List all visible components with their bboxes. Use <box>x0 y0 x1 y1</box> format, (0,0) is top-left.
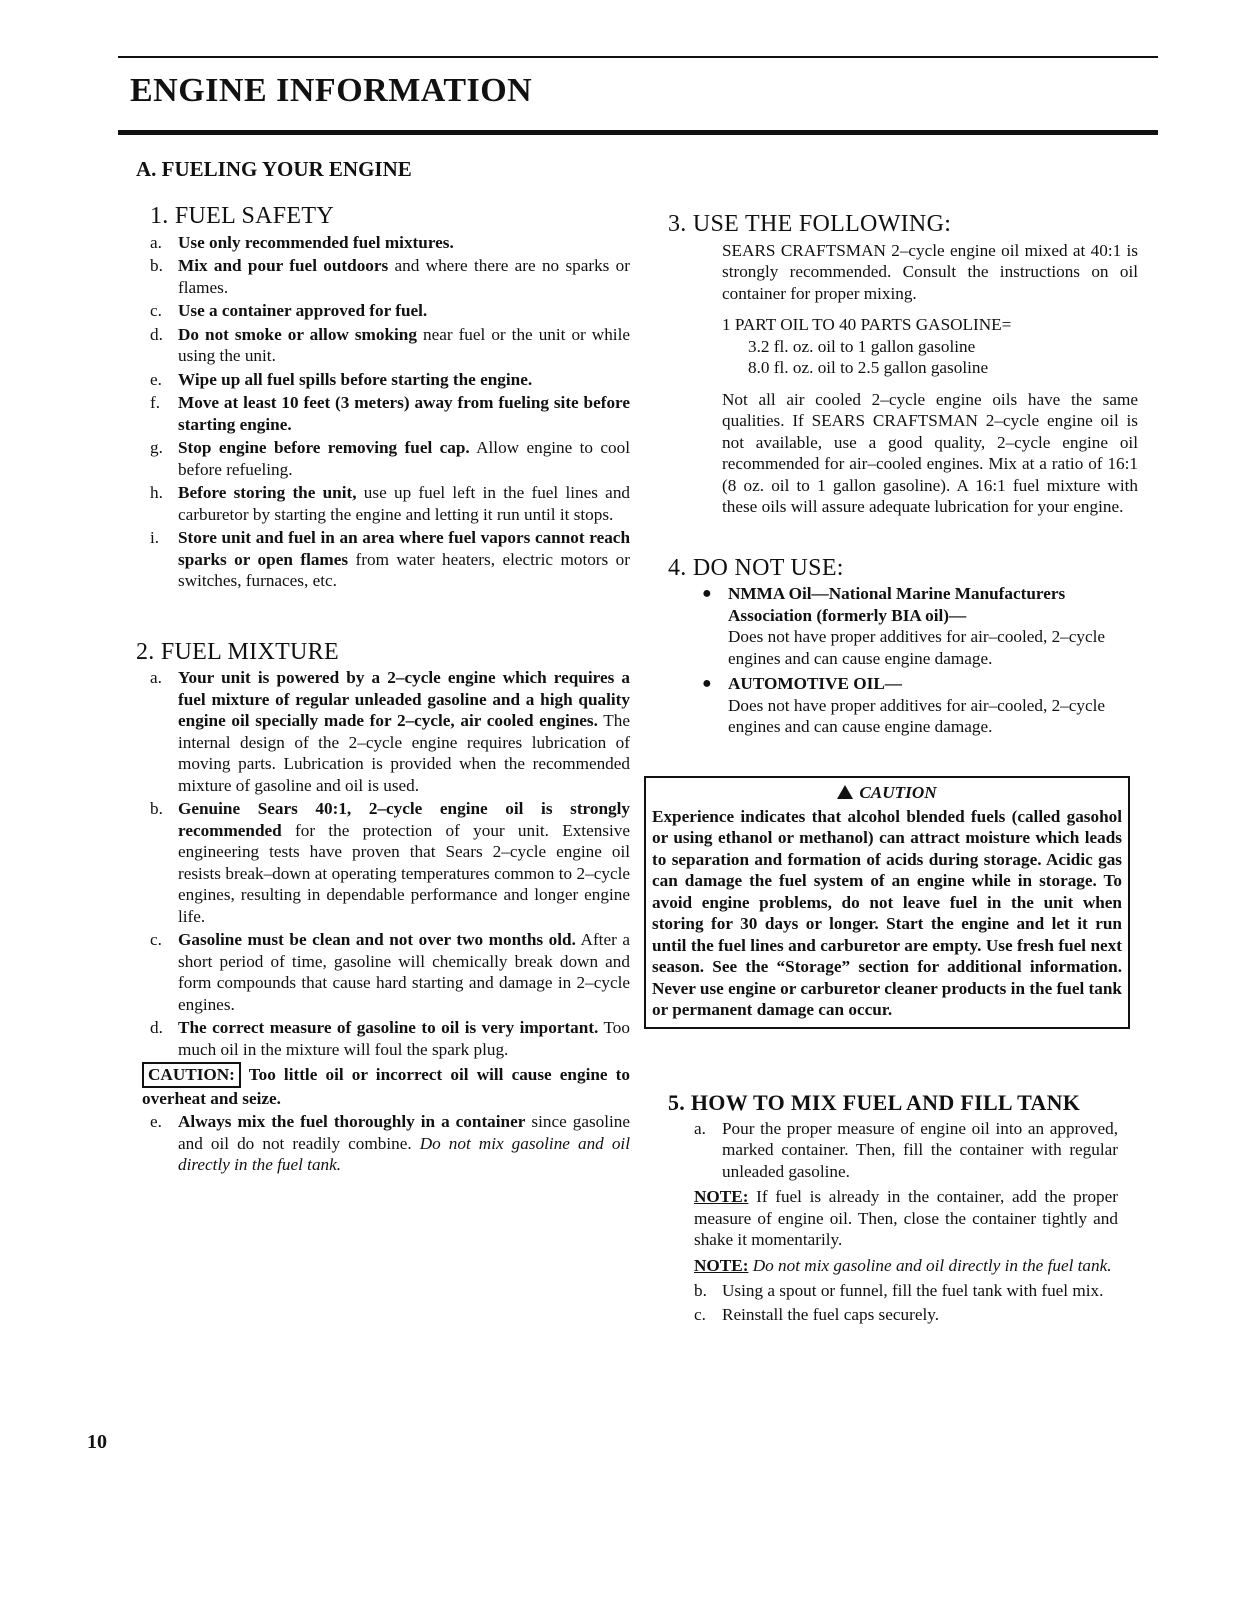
caution-heading-text: CAUTION <box>859 783 937 802</box>
bullet-bold-text: AUTOMOTIVE OIL–– <box>728 674 902 693</box>
item-text: Pour the proper measure of engine oil into an approved, marked container. Then, fill the container with regular unleaded gasoline. <box>722 1118 1118 1181</box>
page-number: 10 <box>87 1431 107 1453</box>
item-text: Using a spout or funnel, fill the fuel tank with fuel mix. <box>722 1281 1104 1300</box>
fuel-safety-item-h <box>150 482 630 525</box>
item-marker: d. <box>150 324 163 344</box>
alcohol-fuel-caution-box <box>644 776 1130 1029</box>
caution-heading <box>652 782 1122 804</box>
do-not-use-bullet-nmma <box>668 583 1138 669</box>
bullet-bold-text: NMMA Oil––National Marine Manufacturers Association (formerly BIA oil)–– <box>728 584 1066 625</box>
item-bold-text: Use only recommended fuel mixtures. <box>178 232 454 252</box>
item-marker: c. <box>150 301 162 320</box>
item-bold-text: Always mix the fuel thoroughly in a container <box>178 1112 526 1131</box>
fuel-safety-item-e <box>150 369 630 391</box>
item-bold-text: Move at least 10 feet (3 meters) away from fueling site before starting engine. <box>178 393 630 434</box>
bullet-text: Does not have proper additives for air–cooled, 2–cycle engines and can cause engine damage. <box>728 627 1106 668</box>
item-bold-text: Stop engine before removing fuel cap. <box>178 438 470 457</box>
note-text: If fuel is already in the container, add the proper measure of engine oil. Then, close the container tightly and shake it momentarily. <box>694 1187 1118 1249</box>
ratio-small: 3.2 fl. oz. oil to 1 gallon gasoline <box>748 336 976 356</box>
item-text: use up fuel left in the fuel lines and carburetor by starting the engine and letting it run until it stops. <box>178 483 631 524</box>
fuel-safety-item-c <box>150 300 630 322</box>
item-marker: e. <box>150 369 162 389</box>
item-bold-text: Gasoline must be clean and not over two months old. <box>178 930 576 949</box>
item-marker: h. <box>150 483 163 502</box>
mix-fuel-note-2 <box>668 1255 1118 1277</box>
item-text: Allow engine to cool before refueling. <box>178 438 631 479</box>
item-marker: a. <box>694 1118 706 1138</box>
item-italic-text: Do not mix gasoline and oil directly in the fuel tank. <box>178 1133 630 1174</box>
item-marker: c. <box>694 1304 706 1324</box>
fuel-mixture-item-b <box>150 798 630 927</box>
mix-fuel-note-1 <box>668 1186 1118 1251</box>
title-rule <box>118 130 1158 135</box>
item-bold-text: Mix and pour fuel outdoors <box>178 256 389 275</box>
item-bold-text: Before storing the unit, <box>178 483 357 502</box>
item-bold-text: The correct measure of gasoline to oil is very important. <box>178 1018 599 1037</box>
fuel-mixture-item-c <box>150 929 630 1015</box>
item-text: After a short period of time, gasoline will chemically break down and form compounds that cause hard starting and damage in 2–cycle engines. <box>178 930 630 1014</box>
mix-fuel-item-a <box>668 1118 1118 1183</box>
item-marker: c. <box>150 930 162 949</box>
note-label: NOTE: <box>694 1255 749 1275</box>
fuel-mixture-heading: 2. FUEL MIXTURE <box>136 638 339 665</box>
fuel-mixture-item-a <box>150 667 630 796</box>
fuel-mixture-item-d <box>150 1017 630 1060</box>
mix-fuel-item-c <box>668 1304 1118 1326</box>
oil-quality-paragraph: Not all air cooled 2–cycle engine oils have the same qualities. If SEARS CRAFTSMAN 2–cycle engine oil is not available, use a good quality, 2–cycle engine oil recommended for air–cooled engines. Mix at a ratio of 16:1 (8 oz. oil to 1 gallon gasoline). A 16:1 fuel mixture with these oils will assure adequate lubrication for your engine. <box>722 389 1138 516</box>
caution-body: Experience indicates that alcohol blended fuels (called gasohol or using ethanol or methanol) can attract moisture which leads to separation and formation of acids during storage. Acidic gas can damage the fuel system of an engine while in storage. To avoid engine problems, do not leave fuel in the unit when storing for 30 days or longer. Start the engine and let it run until the fuel lines and carburetor are empty. Use fresh fuel next season. See the “Storage” section for additional information. Never use engine or carburetor cleaner products in the fuel tank or permanent damage can occur. <box>652 806 1122 1019</box>
item-bold-text: Do not smoke or allow smoking <box>178 324 417 344</box>
note-italic-text: Do not mix gasoline and oil directly in the fuel tank. <box>748 1255 1112 1275</box>
item-text: near fuel or the unit or while using the unit. <box>178 324 630 365</box>
note-label: NOTE: <box>694 1187 749 1206</box>
item-marker: a. <box>150 232 162 252</box>
section-title: A. FUELING YOUR ENGINE <box>136 157 412 181</box>
item-marker: a. <box>150 668 162 687</box>
item-bold-text: Wipe up all fuel spills before starting the engine. <box>178 369 533 389</box>
item-text: Too much oil in the mixture will foul the spark plug. <box>178 1018 630 1059</box>
item-marker: f. <box>150 393 161 412</box>
item-marker: b. <box>150 799 163 818</box>
right-column <box>668 211 1138 738</box>
bullet-dot: ● <box>702 585 712 602</box>
mix-fuel-section <box>668 1092 1118 1327</box>
item-text: and where there are no sparks or flames. <box>178 256 630 297</box>
fuel-safety-item-f <box>150 392 630 435</box>
fuel-safety-item-b <box>150 255 630 298</box>
mix-fuel-heading: 5. HOW TO MIX FUEL AND FILL TANK <box>668 1090 1081 1115</box>
warning-triangle-icon <box>837 785 853 799</box>
item-bold-text: Store unit and fuel in an area where fuel vapors cannot reach sparks or open flames <box>178 528 630 569</box>
do-not-use-heading: 4. DO NOT USE: <box>668 554 844 581</box>
do-not-use-bullet-automotive <box>668 673 1138 738</box>
left-column <box>136 203 631 1178</box>
mix-fuel-item-b <box>668 1280 1118 1302</box>
item-text: The internal design of the 2–cycle engine requires lubrication of moving parts. Lubrication is provided when the recommended mixture of gasoline and oil is used. <box>178 711 630 795</box>
bullet-dot: ● <box>702 675 712 692</box>
fuel-safety-item-i <box>150 527 630 592</box>
item-text: for the protection of your unit. Extensive engineering tests have proven that Sears 2–cycle engine oil resists break–down at operating temperatures common to 2–cycle engines, resulting in dependable performance and longer engine life. <box>178 820 630 926</box>
item-marker: e. <box>150 1112 162 1131</box>
item-bold-text: Use a container approved for fuel. <box>178 301 428 320</box>
item-marker: b. <box>694 1281 707 1300</box>
caution-text: Too little oil or incorrect oil will cause engine to overheat and seize. <box>142 1065 630 1108</box>
item-bold-text: Your unit is powered by a 2–cycle engine which requires a fuel mixture of regular unleaded gasoline and a high quality engine oil specially made for 2–cycle, air cooled engines. <box>178 668 630 730</box>
item-bold-text: Genuine Sears 40:1, 2–cycle engine oil is strongly recommended <box>178 799 630 840</box>
item-marker: b. <box>150 256 163 275</box>
fuel-safety-item-g <box>150 437 630 480</box>
top-rule <box>118 56 1158 58</box>
use-following-heading: 3. USE THE FOLLOWING: <box>668 211 952 237</box>
fuel-safety-heading: 1. FUEL SAFETY <box>150 203 334 229</box>
fuel-safety-item-a <box>150 232 630 254</box>
item-text: from water heaters, electric motors or switches, furnaces, etc. <box>178 549 630 590</box>
item-marker: d. <box>150 1018 163 1037</box>
page-title: ENGINE INFORMATION <box>130 72 533 109</box>
fuel-mixture-item-e <box>150 1111 630 1176</box>
use-following-paragraph: SEARS CRAFTSMAN 2–cycle engine oil mixed at 40:1 is strongly recommended. Consult the instructions on oil container for proper mixing. <box>722 240 1138 303</box>
item-text: since gasoline and oil do not readily combine. <box>178 1112 631 1153</box>
item-marker: g. <box>150 438 163 457</box>
fuel-mixture-caution <box>142 1062 630 1109</box>
item-text: Reinstall the fuel caps securely. <box>722 1304 939 1324</box>
bullet-text: Does not have proper additives for air–cooled, 2–cycle engines and can cause engine damage. <box>728 695 1106 736</box>
caution-label-box: CAUTION: <box>142 1062 241 1088</box>
item-marker: i. <box>150 528 160 547</box>
ratio-large: 8.0 fl. oz. oil to 2.5 gallon gasoline <box>748 358 989 377</box>
ratio-line: 1 PART OIL TO 40 PARTS GASOLINE= <box>722 315 1012 334</box>
fuel-safety-item-d <box>150 324 630 367</box>
